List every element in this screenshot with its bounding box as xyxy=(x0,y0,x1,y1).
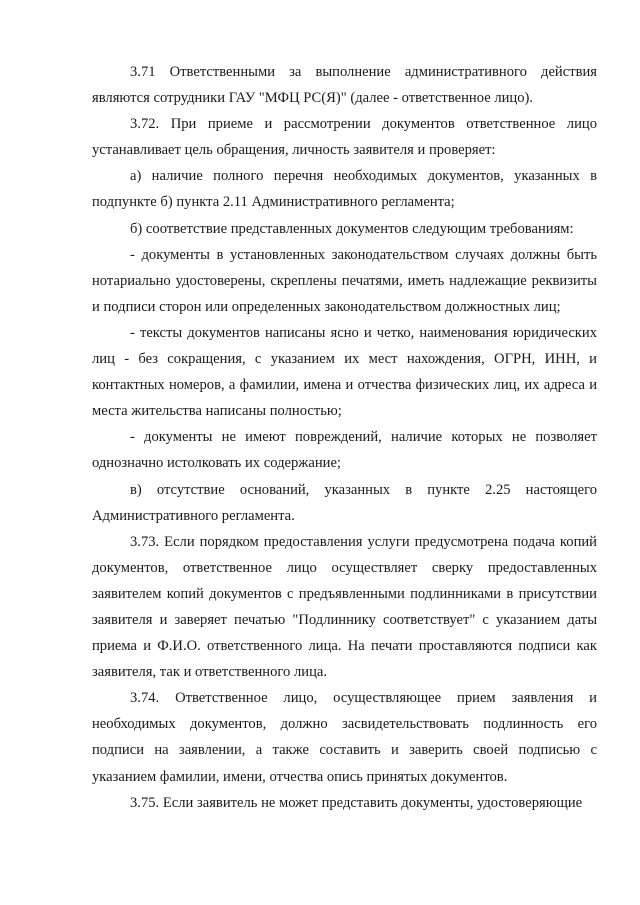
paragraph-3-74: 3.74. Ответственное лицо, осуществляющее прием заявления и необходимых документов, должно засвидетельствовать подлинность его подписи на заявлении, а также составить и заверить своей подписью с указанием фамилии, имени, отчества опись принятых документов. xyxy=(92,690,597,785)
document-body xyxy=(92,59,597,816)
paragraph-item-a: а) наличие полного перечня необходимых документов, указанных в подпункте б) пункта 2.11 Административного регламента; xyxy=(92,168,597,211)
paragraph-3-73: 3.73. Если порядком предоставления услуги предусмотрена подача копий документов, ответственное лицо осуществляет сверку предоставленных заявителем копий документов с предъявленными подлинниками в присутствии заявителя и заверяет печатью "Подлиннику соответствует" с указанием даты приема и Ф.И.О. ответственного лица. На печати проставляются подписи как заявителя, так и ответственного лица. xyxy=(92,533,597,681)
paragraph-item-v: в) отсутствие оснований, указанных в пункте 2.25 настоящего Административного регламента. xyxy=(92,481,597,524)
paragraph-requirement-legible: - тексты документов написаны ясно и четко, наименования юридических лиц - без сокращения, с указанием их мест нахождения, ОГРН, ИНН, и контактных номеров, а фамилии, имена и отчества физических лиц, их адреса и места жительства написаны полностью; xyxy=(92,324,597,420)
paragraph-requirement-notarized: - документы в установленных законодательством случаях должны быть нотариально удостоверены, скреплены печатями, иметь надлежащие реквизиты и подписи сторон или определенных законодательством должностных лиц; xyxy=(92,246,597,315)
paragraph-3-72: 3.72. При приеме и рассмотрении документов ответственное лицо устанавливает цель обращения, личность заявителя и проверяет: xyxy=(92,116,597,159)
paragraph-item-b: б) соответствие представленных документов следующим требованиям: xyxy=(130,220,574,237)
paragraph-3-75: 3.75. Если заявитель не может представить документы, удостоверяющие xyxy=(130,794,583,811)
paragraph-requirement-undamaged: - документы не имеют повреждений, наличие которых не позволяет однозначно истолковать их содержание; xyxy=(92,429,597,472)
paragraph-3-71: 3.71 Ответственными за выполнение административного действия являются сотрудники ГАУ "МФЦ РС(Я)" (далее - ответственное лицо). xyxy=(92,64,597,107)
